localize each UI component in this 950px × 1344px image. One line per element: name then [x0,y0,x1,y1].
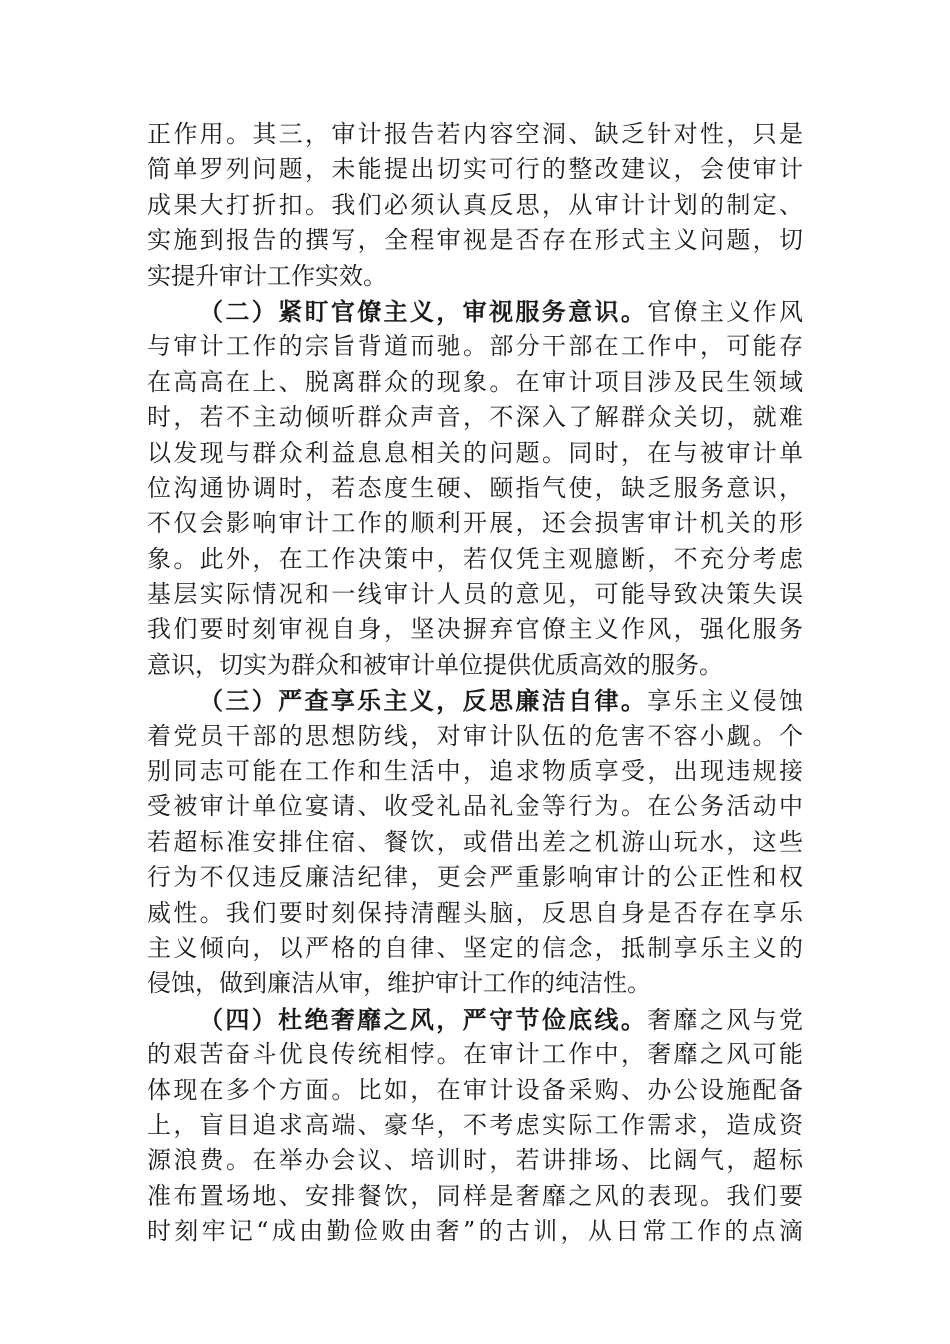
text-line: 时刻牢记“成由勤俭败由奢”的古训，从日常工作的点滴 [147,1217,803,1246]
paragraph [147,1002,803,1250]
text-line: 以发现与群众利益息息相关的问题。同时，在与被审计单 [147,438,803,467]
text-line: 主义倾向，以严格的自律、坚定的信念，抵制享乐主义的 [147,933,803,962]
text-line: 在高高在上、脱离群众的现象。在审计项目涉及民生领域 [147,367,803,396]
section-heading: （四）杜绝奢靡之风，严守节俭底线。 [199,1004,648,1034]
text-line [147,683,803,718]
text-line: 实提升审计工作实效。 [147,261,387,290]
paragraph [147,117,803,294]
text-line: 我们要时刻审视自身，坚决摒弃官僚主义作风，强化服务 [147,615,803,644]
text-line: 的艰苦奋斗优良传统相悖。在审计工作中，奢靡之风可能 [147,1040,803,1069]
text-run: 官僚主义作风 [647,297,804,326]
text-line: 别同志可能在工作和生活中，追求物质享受，出现违规接 [147,757,803,786]
text-line: 上，盲目追求高端、豪华，不考虑实际工作需求，造成资 [147,1110,803,1139]
text-line: 受被审计单位宴请、收受礼品礼金等行为。在公务活动中 [147,792,803,821]
text-line [147,294,803,329]
paragraph [147,294,803,683]
text-line: 若超标准安排住宿、餐饮，或借出差之机游山玩水，这些 [147,827,803,856]
section-heading: （二）紧盯官僚主义，审视服务意识。 [199,296,648,326]
text-line: 时，若不主动倾听群众声音，不深入了解群众关切，就难 [147,403,803,432]
paragraph [147,683,803,1002]
text-line: 实施到报告的撰写，全程审视是否存在形式主义问题，切 [147,226,803,255]
text-line: 侵蚀，做到廉洁从审，维护审计工作的纯洁性。 [147,969,651,998]
text-line: 成果大打折扣。我们必须认真反思，从审计计划的制定、 [147,190,803,219]
text-line: 意识，切实为群众和被审计单位提供优质高效的服务。 [147,650,723,679]
document-body [147,117,803,1250]
text-line: 不仅会影响审计工作的顺利开展，还会损害审计机关的形 [147,509,803,538]
text-line: 着党员干部的思想防线，对审计队伍的危害不容小觑。个 [147,721,803,750]
text-line: 体现在多个方面。比如，在审计设备采购、办公设施配备 [147,1075,803,1104]
text-line [147,1002,803,1037]
text-line: 源浪费。在举办会议、培训时，若讲排场、比阔气，超标 [147,1146,803,1175]
text-line: 简单罗列问题，未能提出切实可行的整改建议，会使审计 [147,155,803,184]
text-line: 行为不仅违反廉洁纪律，更会严重影响审计的公正性和权 [147,863,803,892]
section-heading: （三）严查享乐主义，反思廉洁自律。 [199,686,648,716]
text-line: 与审计工作的宗旨背道而驰。部分干部在工作中，可能存 [147,332,803,361]
text-line: 位沟通协调时，若态度生硬、颐指气使，缺乏服务意识， [147,473,803,502]
text-run: 享乐主义侵蚀 [647,687,804,716]
text-line: 基层实际情况和一线审计人员的意见，可能导致决策失误 [147,580,803,609]
text-line: 准布置场地、安排餐饮，同样是奢靡之风的表现。我们要 [147,1181,803,1210]
text-line: 象。此外，在工作决策中，若仅凭主观臆断，不充分考虑 [147,544,803,573]
text-run: 奢靡之风与党 [647,1005,804,1034]
text-line: 正作用。其三，审计报告若内容空洞、缺乏针对性，只是 [147,120,803,148]
text-line: 威性。我们要时刻保持清醒头脑，反思自身是否存在享乐 [147,898,803,927]
